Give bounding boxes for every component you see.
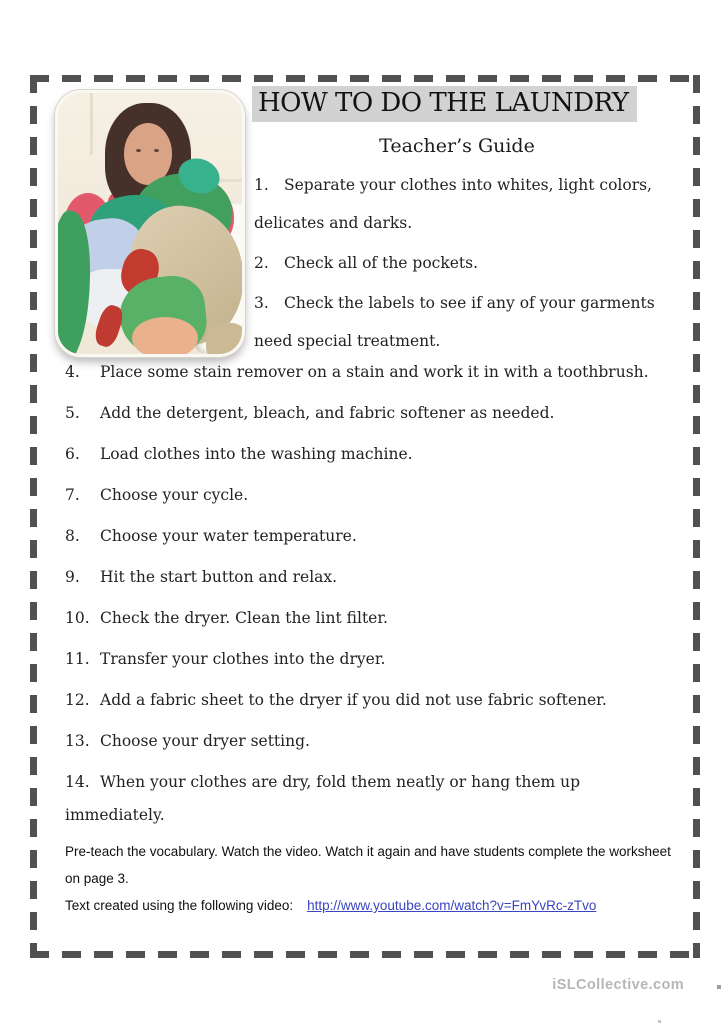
item-number: 1. <box>254 176 269 194</box>
item-text: Load clothes into the washing machine. <box>100 445 413 463</box>
video-credit-line <box>65 892 693 919</box>
item-text: Add a fabric sheet to the dryer if you did not use fabric softener. <box>100 691 607 709</box>
dashed-border-bottom <box>30 951 700 958</box>
steps-list-intro <box>254 166 706 362</box>
item-text: Choose your dryer setting. <box>100 732 310 750</box>
item-text: Transfer your clothes into the dryer. <box>100 650 386 668</box>
list-item <box>65 602 689 635</box>
item-number: 6. <box>65 445 80 463</box>
item-number: 10. <box>65 609 90 627</box>
item-number: 13. <box>65 732 90 750</box>
list-item <box>254 166 706 242</box>
list-item <box>65 643 689 676</box>
list-item <box>65 684 689 717</box>
video-credit-label: Text created using the following video: <box>65 898 294 913</box>
item-text: Choose your cycle. <box>100 486 249 504</box>
note-line: Pre-teach the vocabulary. Watch the video. Watch it again and have students complete the worksheet <box>65 844 671 859</box>
dashed-border-left <box>30 75 37 958</box>
youtube-video-link[interactable]: http://www.youtube.com/watch?v=FmYvRc-zTvo <box>307 898 597 913</box>
item-text: need special treatment. <box>254 332 441 350</box>
photo-cabinet-line <box>90 93 93 155</box>
item-text: Add the detergent, bleach, and fabric softener as needed. <box>100 404 555 422</box>
photo-woman-eye <box>154 149 159 152</box>
list-item <box>65 397 689 430</box>
list-item <box>65 561 689 594</box>
laundry-photo <box>55 90 245 357</box>
item-text: Choose your water temperature. <box>100 527 357 545</box>
item-number: 12. <box>65 691 90 709</box>
item-number: 3. <box>254 294 269 312</box>
item-number: 2. <box>254 254 269 272</box>
item-text: Check the dryer. Clean the lint filter. <box>100 609 388 627</box>
item-number: 7. <box>65 486 80 504</box>
list-item <box>65 520 689 553</box>
item-number: 8. <box>65 527 80 545</box>
steps-list-main <box>65 356 689 840</box>
item-number: 9. <box>65 568 80 586</box>
photo-cloth-beige <box>206 323 245 357</box>
dashed-border-top <box>30 75 700 82</box>
list-item <box>65 766 689 832</box>
note-line: on page 3. <box>65 871 129 886</box>
list-item <box>254 244 706 282</box>
page-title: HOW TO DO THE LAUNDRY <box>252 86 637 122</box>
list-item <box>65 479 689 512</box>
item-text: immediately. <box>65 806 165 824</box>
item-text: Check the labels to see if any of your garments <box>284 294 655 312</box>
item-number: 5. <box>65 404 80 422</box>
photo-woman-hands <box>132 317 198 357</box>
item-text: Hit the start button and relax. <box>100 568 338 586</box>
item-text: Check all of the pockets. <box>284 254 479 272</box>
list-item <box>65 438 689 471</box>
list-item <box>254 284 706 360</box>
page-subtitle: Teacher’s Guide <box>379 135 535 157</box>
artifact-dot <box>658 1020 661 1023</box>
item-number: 14. <box>65 773 90 791</box>
item-text: Separate your clothes into whites, light colors, <box>284 176 652 194</box>
item-text: When your clothes are dry, fold them neatly or hang them up <box>100 773 581 791</box>
list-item <box>65 725 689 758</box>
item-text: Place some stain remover on a stain and work it in with a toothbrush. <box>100 363 649 381</box>
artifact-dot <box>717 985 721 989</box>
photo-woman-eye <box>136 149 141 152</box>
item-text: delicates and darks. <box>254 214 413 232</box>
list-item <box>65 356 689 389</box>
islcollective-watermark: iSLCollective.com <box>552 977 684 993</box>
teacher-notes <box>65 838 693 919</box>
item-number: 11. <box>65 650 90 668</box>
item-number: 4. <box>65 363 80 381</box>
